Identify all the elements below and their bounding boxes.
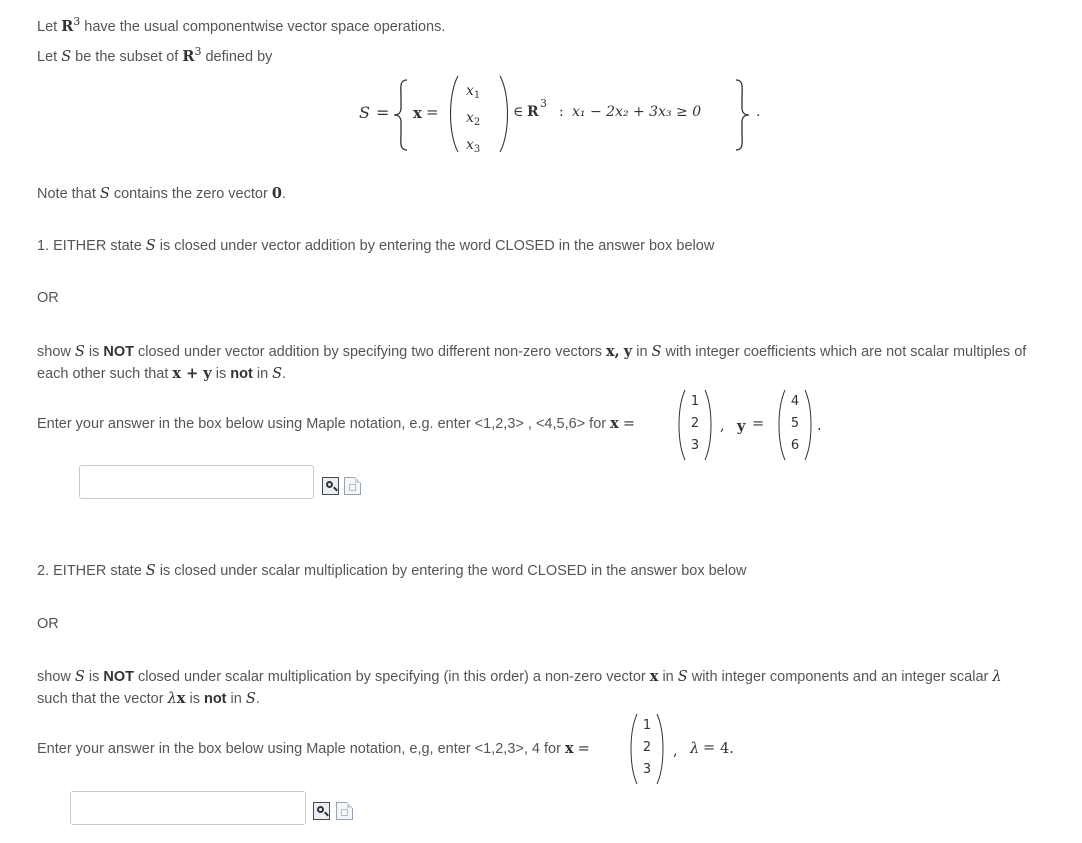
set-symbol: S	[359, 103, 370, 122]
equals-sign: =	[622, 416, 635, 432]
q1-text: in	[252, 366, 273, 382]
lambda-symbol: λ	[167, 691, 177, 707]
q2-or-label: OR	[37, 616, 59, 632]
vector-x-symbol: x	[176, 690, 186, 707]
condition-inequality: x₁ − 2x₂ + 3x₃ ≥ 0	[572, 104, 702, 120]
vector-entry: 4	[790, 394, 800, 409]
vector-x-symbol: x	[564, 740, 574, 757]
example-x2-vector	[642, 715, 652, 781]
component-var: x	[466, 110, 474, 126]
vector-y-symbol: y	[737, 418, 746, 435]
q1-text: with integer coefficients which are not scalar multiples of	[661, 344, 1027, 360]
set-symbol: S	[145, 238, 156, 254]
vector-entry: 2	[642, 740, 652, 755]
component-x3	[466, 132, 480, 159]
equals-sign: =	[703, 740, 716, 756]
left-brace	[392, 78, 410, 152]
set-symbol: S	[677, 669, 688, 685]
not-emphasis: NOT	[103, 344, 134, 360]
exponent: 3	[194, 45, 202, 58]
q2-text: closed under scalar multiplication by specifying (in this order) a non-zero vector	[133, 669, 650, 685]
zero-vector-symbol: 0	[271, 185, 282, 202]
q2-text: show	[37, 669, 75, 685]
intro-text: defined by	[201, 49, 273, 65]
q2-text: 2. EITHER state	[37, 563, 146, 579]
q2-text: in	[658, 669, 678, 685]
q2-text: .	[255, 691, 260, 707]
exponent: 3	[73, 15, 81, 28]
vector-entry: 1	[690, 394, 700, 409]
q2-text: such that the vector	[37, 691, 168, 707]
vector-sum-expression: x + y	[172, 365, 212, 382]
q1-show-line-1	[37, 343, 1026, 360]
q2-text: is closed under scalar multiplication by entering the word CLOSED in the answer box below	[155, 563, 747, 579]
note-text: Note that	[37, 186, 100, 202]
help-icon[interactable]	[344, 477, 361, 495]
set-symbol: S	[145, 563, 156, 579]
set-symbol: S	[245, 691, 256, 707]
lambda-symbol: λ	[992, 669, 1002, 685]
intro-text: Let	[37, 19, 62, 35]
q1-text: is	[211, 366, 231, 382]
period: .	[817, 418, 822, 434]
q1-answer-input[interactable]	[79, 465, 314, 499]
set-symbol: S	[74, 344, 85, 360]
set-symbol: S	[651, 344, 662, 360]
intro-text: Let	[37, 49, 62, 65]
period: .	[756, 104, 761, 120]
vector-entry: 3	[642, 762, 652, 777]
component-var: x	[466, 83, 474, 99]
q1-or-label: OR	[37, 290, 59, 306]
vector-entry: 5	[790, 416, 800, 431]
vector-entry: 3	[690, 438, 700, 453]
q2-enter-instruction	[37, 740, 590, 757]
vector-x-symbol: x	[649, 668, 659, 685]
q2-instruction	[37, 563, 747, 579]
set-symbol: S	[272, 366, 283, 382]
q2-text: in	[226, 691, 246, 707]
comma: ,	[673, 743, 678, 759]
component-column	[466, 78, 480, 159]
vector-x-symbol: x	[413, 104, 422, 122]
note-text: contains the zero vector	[109, 186, 272, 202]
preview-icon[interactable]	[322, 477, 339, 495]
q1-text: Enter your answer in the box below using Maple notation, e.g. enter <1,2,3> , <4,5,6> for	[37, 416, 611, 432]
q1-instruction	[37, 238, 714, 254]
equals-sign: =	[577, 741, 590, 757]
q2-text: is	[185, 691, 204, 707]
example-scalar: 4.	[720, 741, 734, 757]
subscript: 3	[473, 144, 481, 155]
q1-text: .	[282, 366, 287, 382]
preview-icon[interactable]	[313, 802, 330, 820]
not-emphasis: NOT	[103, 669, 134, 685]
intro-text: be the subset of	[71, 49, 183, 65]
q1-text: is closed under vector addition by entering the word CLOSED in the answer box below	[155, 238, 715, 254]
component-var: x	[466, 137, 474, 153]
intro-line-1	[37, 15, 446, 35]
example-y-vector	[790, 391, 800, 457]
equals-sign: =	[752, 416, 765, 432]
set-symbol: S	[74, 669, 85, 685]
set-symbol: S	[99, 186, 110, 202]
q2-answer-input[interactable]	[70, 791, 306, 825]
vector-entry: 2	[690, 416, 700, 431]
equals-sign: =	[426, 103, 439, 121]
set-symbol: S	[61, 49, 72, 65]
q1-text: 1. EITHER state	[37, 238, 146, 254]
component-x2	[466, 105, 480, 132]
q2-text: is	[84, 669, 104, 685]
q2-show-line-1	[37, 668, 1002, 685]
component-x1	[466, 78, 480, 105]
subscript: 1	[473, 90, 481, 101]
not-emphasis: not	[230, 366, 253, 382]
right-brace	[733, 78, 751, 152]
vector-x-symbol: x,	[606, 343, 620, 360]
comma: ,	[720, 418, 725, 434]
q1-enter-instruction	[37, 415, 635, 432]
vector-y-symbol: y	[623, 343, 633, 360]
exponent: 3	[540, 97, 547, 110]
help-icon[interactable]	[336, 802, 353, 820]
q2-text: with integer components and an integer scalar	[687, 669, 993, 685]
q1-text: in	[632, 344, 652, 360]
equals-sign: =	[376, 103, 390, 122]
colon: :	[559, 104, 564, 120]
real-space-symbol: R	[527, 104, 539, 120]
element-of-symbol: ∈	[513, 104, 524, 120]
note-zero-vector	[37, 185, 286, 202]
q1-text: each other such that	[37, 366, 173, 382]
q1-text: show	[37, 344, 75, 360]
real-space-symbol: R	[61, 18, 74, 35]
q1-show-line-2	[37, 365, 286, 382]
vector-entry: 1	[642, 718, 652, 733]
intro-line-2	[37, 45, 273, 65]
not-emphasis: not	[203, 691, 227, 707]
note-text: .	[281, 186, 286, 202]
intro-text: have the usual componentwise vector space operations.	[80, 19, 446, 35]
q2-text: Enter your answer in the box below using Maple notation, e,g, enter <1,2,3>, 4 for	[37, 741, 565, 757]
subscript: 2	[473, 117, 481, 128]
q2-show-line-2	[37, 690, 260, 707]
vector-x-symbol: x	[610, 415, 619, 432]
q1-text: is	[84, 344, 104, 360]
vector-entry: 6	[790, 438, 800, 453]
q1-text: closed under vector addition by specifying two different non-zero vectors	[133, 344, 607, 360]
real-space-symbol: R	[182, 48, 195, 65]
lambda-symbol: λ	[690, 741, 700, 757]
example-x-vector	[690, 391, 700, 457]
